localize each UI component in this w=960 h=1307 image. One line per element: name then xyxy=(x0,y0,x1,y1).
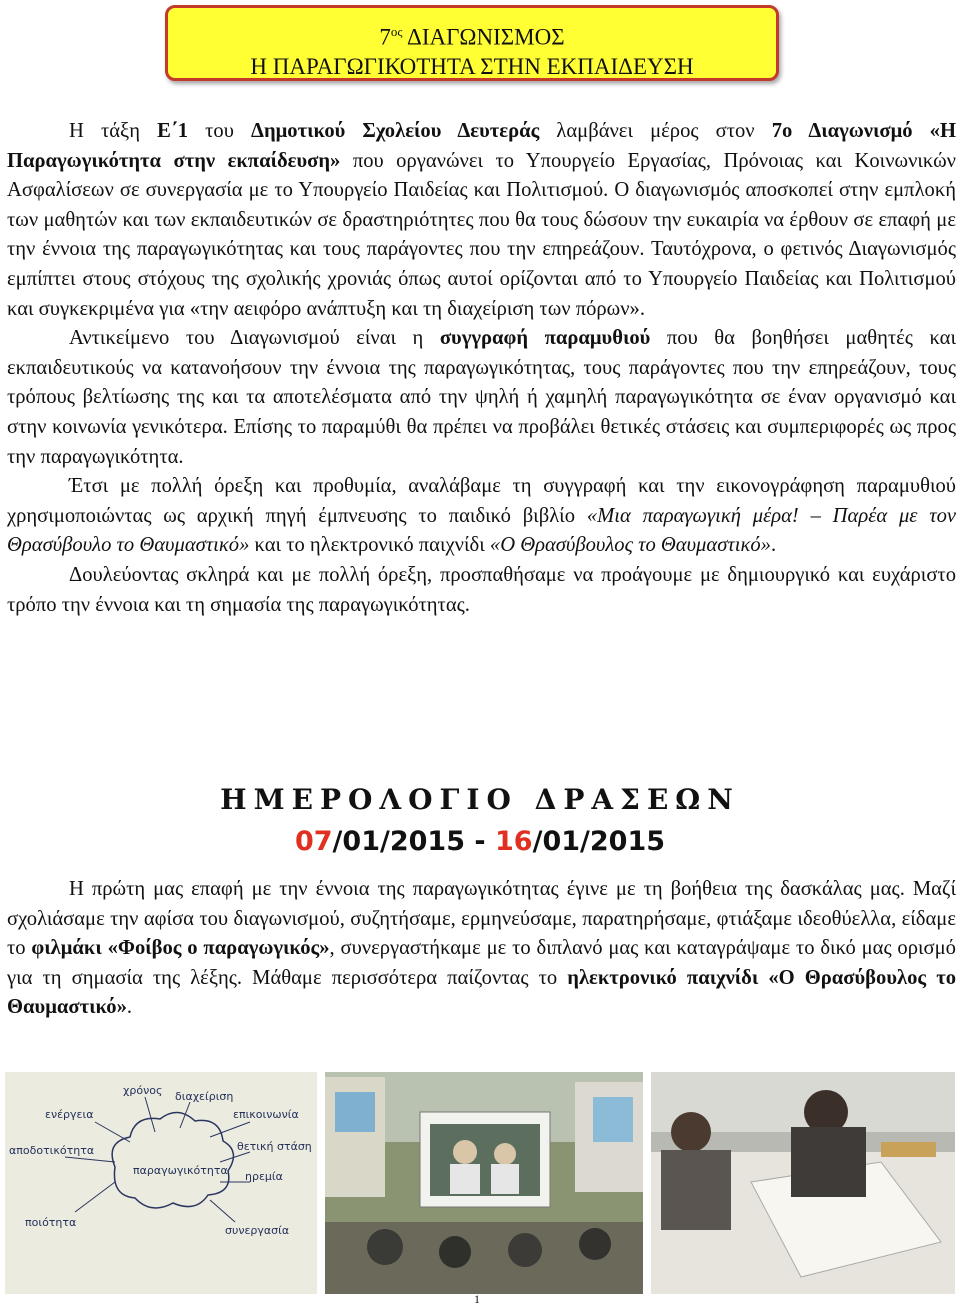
intro-paragraph-1: Η τάξη Ε΄1 του Δημοτικού Σχολείου Δευτεράς λαμβάνει μέρος στον 7ο Διαγωνισμό «Η Παραγωγικότητα στην εκπαίδευση» που οργανώνει το Υπουργείο Εργασίας, Πρόνοιας και Κοινωνικών Ασφαλίσεων σε συνεργασία με το Υπουργείο Παιδείας και Πολιτισμού. Ο διαγωνισμός αποσκοπεί στην εμπλοκή των μαθητών και των εκπαιδευτικών σε δραστηριότητες που θα τους δώσουν την ευκαιρία να έρθουν σε επαφή με την έννοια της παραγωγικότητας και τους παράγοντες που την επηρεάζουν. Ταυτόχρονα, ο φετινός Διαγωνισμός εμπίπτει στους στόχους της σχολικής χρονιάς όπως αυτοί ορίζονται από το Υπουργείο Παιδείας και Πολιτισμού και συγκεκριμένα για «την αειφόρο ανάπτυξη και τη διαχείριση των πόρων». xyxy=(7,120,956,320)
title-line-2: Η ΠΑΡΑΓΩΓΙΚΟΤΗΤΑ ΣΤΗΝ ΕΚΠΑΙΔΕΥΣΗ xyxy=(250,53,694,79)
page-number: 1 xyxy=(474,1292,480,1306)
title-box xyxy=(165,5,779,81)
mindmap-word: επικοινωνία xyxy=(233,1108,299,1121)
intro-paragraph-2: Αντικείμενο του Διαγωνισμού είναι η συγγραφή παραμυθιού που θα βοηθήσει μαθητές και εκπαιδευτικούς να κατανοήσουν την έννοια της παραγωγικότητας, τους παράγοντες που την επηρεάζουν, τους τρόπους βελτίωσης της και τα αποτελέσματα από την ψηλή ή χαμηλή παραγωγικότητα σε έναν οργανισμό και στην κοινωνία γενικότερα. Επίσης το παραμύθι θα πρέπει να προβάλει θετικές στάσεις και συμπεριφορές ως προς την παραγωγικότητα. xyxy=(7,327,957,468)
classroom-projector-photo xyxy=(325,1072,643,1294)
students-writing-photo xyxy=(651,1072,955,1294)
mindmap-word: ηρεμία xyxy=(245,1170,283,1183)
classroom-projector-image xyxy=(325,1072,643,1294)
mindmap-photo xyxy=(5,1072,317,1294)
mindmap-word: θετική στάση xyxy=(237,1140,312,1153)
title-line-1: $7^{o\varsigma}$ ΔΙΑΓΩΝΙΣΜΟΣ xyxy=(379,24,565,50)
diary-paragraph: Η πρώτη μας επαφή με την έννοια της παραγωγικότητας έγινε με τη βοήθεια της δασκάλας μας. Μαζί σχολιάσαμε την αφίσα του διαγωνισμού, συζητήσαμε, ερμηνεύσαμε, παρατηρήσαμε, φτιάξαμε ιδεοθύελλα, είδαμε το φιλμάκι «Φοίβος ο παραγωγικός», συνεργαστήκαμε με το διπλανό μας και καταγράψαμε το δικό μας ορισμό για τη σημασία της λέξης. Μάθαμε περισσότερα παίζοντας το ηλεκτρονικό παιχνίδι «Ο Θρασύβουλος το Θαυμαστικό». xyxy=(7,878,957,1019)
mindmap-word: ενέργεια xyxy=(45,1108,94,1121)
diary-title: ΗΜΕΡΟΛΟΓΙΟ ΔΡΑΣΕΩΝ xyxy=(220,783,740,816)
mindmap-word: χρόνος xyxy=(123,1084,163,1097)
mindmap-word: ποιότητα xyxy=(25,1216,77,1229)
students-writing-image xyxy=(651,1072,955,1294)
diary-dates: 07/01/2015 - 16/01/2015 xyxy=(294,826,666,857)
mindmap-center-word: παραγωγικότητα xyxy=(133,1164,228,1177)
intro-text xyxy=(7,117,956,620)
intro-paragraph-3: Έτσι με πολλή όρεξη και προθυμία, αναλάβαμε τη συγγραφή και την εικονογράφηση παραμυθιού χρησιμοποιώντας ως αρχική πηγή έμπνευσης το παιδικό βιβλίο «Μια παραγωγική μέρα! – Παρέα με τον Θρασύβουλο το Θαυμαστικό» και το ηλεκτρονικό παιχνίδι «Ο Θρασύβουλος το Θαυμαστικό». xyxy=(7,475,957,557)
intro-paragraph-4: Δουλεύοντας σκληρά και με πολλή όρεξη, προσπαθήσαμε να προάγουμε με δημιουργικό και ευχάριστο τρόπο την έννοια και τη σημασία της παραγωγικότητας. xyxy=(7,563,956,616)
mindmap-word: συνεργασία xyxy=(225,1224,290,1237)
mindmap-word: αποδοτικότητα xyxy=(9,1144,95,1157)
diary-text xyxy=(7,875,956,1023)
mindmap-word: διαχείριση xyxy=(175,1090,234,1103)
photo-strip xyxy=(5,1072,955,1294)
mindmap-drawing xyxy=(5,1072,317,1294)
